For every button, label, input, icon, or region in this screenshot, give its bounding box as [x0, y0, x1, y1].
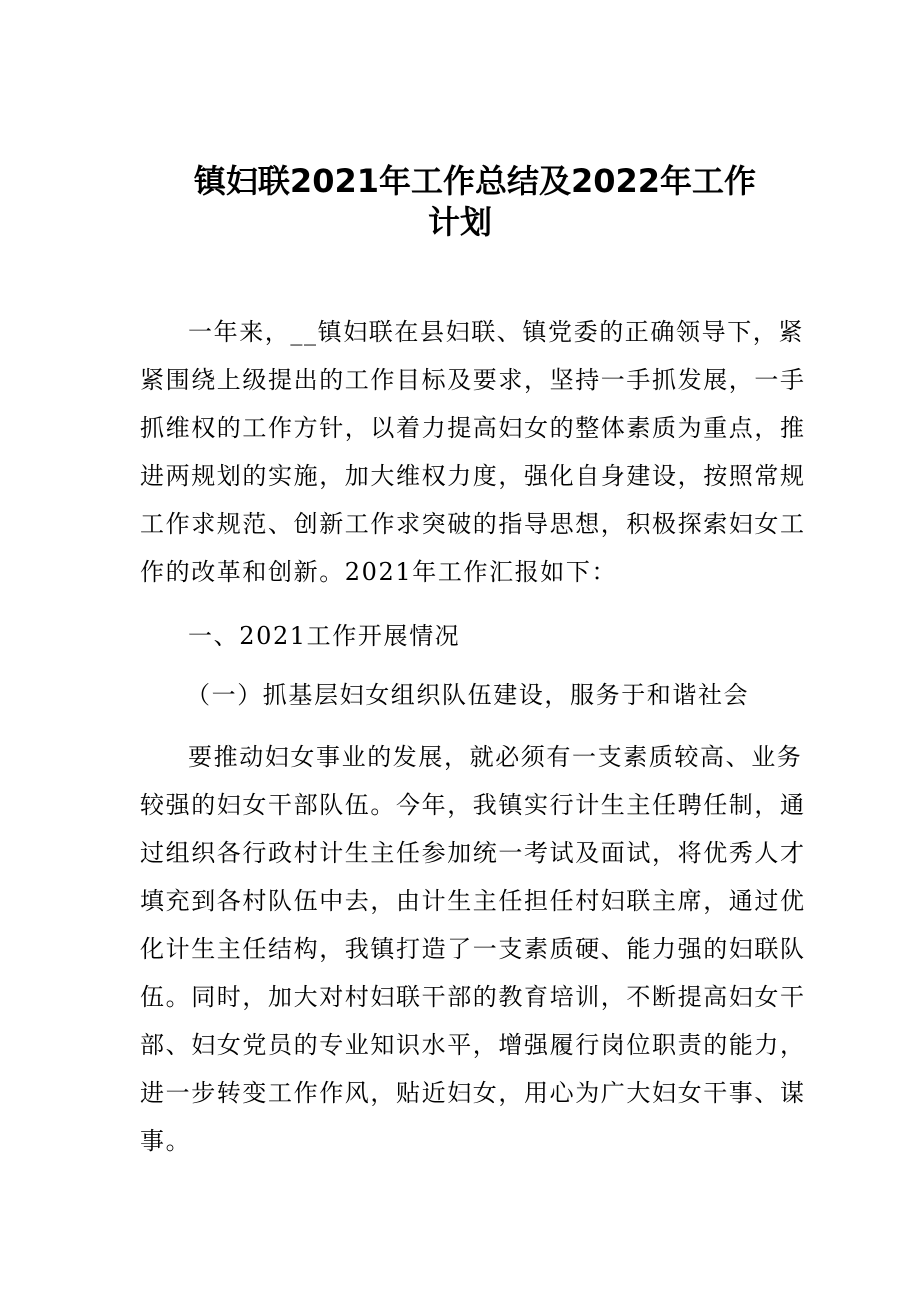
paragraph-line: 进一步转变工作作风，贴近妇女，用心为广大妇女干事、谋 — [140, 1079, 806, 1107]
intro-line: 紧围绕上级提出的工作目标及要求，坚持一手抓发展，一手 — [140, 366, 806, 394]
paragraph-line: 部、妇女党员的专业知识水平，增强履行岗位职责的能力， — [140, 1031, 806, 1059]
paragraph-line: 伍。同时，加大对村妇联干部的教育培训，不断提高妇女干 — [140, 983, 806, 1011]
paragraph-line: 较强的妇女干部队伍。今年，我镇实行计生主任聘任制，通 — [140, 791, 806, 819]
paragraph-line: 事。 — [140, 1127, 192, 1155]
document-title-line-2: 计划 — [427, 203, 492, 241]
intro-line: 进两规划的实施，加大维权力度，强化自身建设，按照常规 — [140, 462, 806, 490]
intro-line: 作的改革和创新。2021年工作汇报如下： — [140, 558, 618, 586]
intro-line: 一年来，__镇妇联在县妇联、镇党委的正确领导下，紧 — [188, 318, 804, 346]
intro-line: 抓维权的工作方针，以着力提高妇女的整体素质为重点，推 — [140, 414, 806, 442]
subsection-heading: （一）抓基层妇女组织队伍建设，服务于和谐社会 — [186, 681, 750, 709]
paragraph-line: 化计生主任结构，我镇打造了一支素质硬、能力强的妇联队 — [140, 935, 806, 963]
paragraph-line: 要推动妇女事业的发展，就必须有一支素质较高、业务 — [188, 743, 803, 771]
paragraph-line: 填充到各村队伍中去，由计生主任担任村妇联主席，通过优 — [140, 887, 806, 915]
document-title-line-1: 镇妇联2021年工作总结及2022年工作 — [193, 162, 757, 200]
section-heading: 一、2021工作开展情况 — [188, 622, 461, 650]
intro-line: 工作求规范、创新工作求突破的指导思想，积极探索妇女工 — [140, 510, 806, 538]
paragraph-line: 过组织各行政村计生主任参加统一考试及面试，将优秀人才 — [140, 839, 806, 867]
